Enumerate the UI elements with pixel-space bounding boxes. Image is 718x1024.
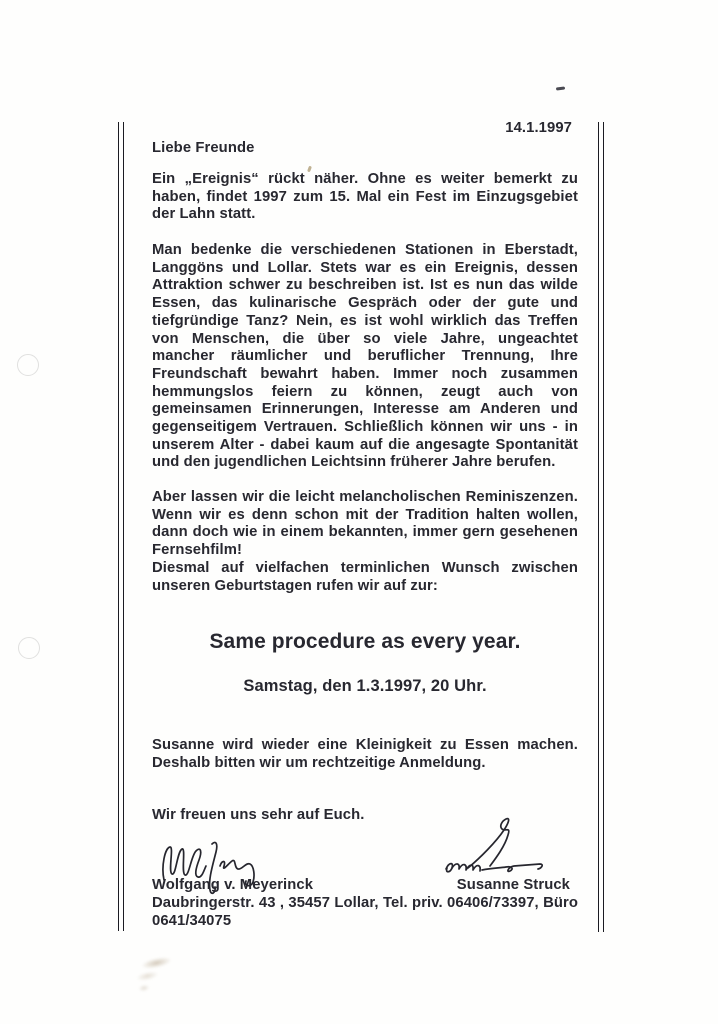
contact-address [152,895,578,930]
salutation: Liebe Freunde [152,140,255,156]
susanne-signature-handwriting [438,812,560,881]
event-headline: Same procedure as every year. [209,630,521,653]
signature-names-row [152,877,578,895]
address-line-2: Büro 0641/34075 [152,895,578,929]
susanne-printed-name: Susanne Struck [456,877,570,893]
paragraph-announcement: Diesmal auf vielfachen terminlichen Wunsch zwischen unseren Geburtstagen rufen wir auf zur: [152,560,578,594]
paragraph-tradition: Aber lassen wir die leicht melancholischen Reminiszenzen. Wenn wir es denn schon mit der Tradition halten wollen, dann doch wie in einem bekannten, immer gern gesehenen Fernsehfilm! [152,489,578,559]
letter-date: 14.1.1997 [505,120,572,136]
address-line-1: Daubringerstr. 43 , 35457 Lollar, Tel. priv. 06406/73397, [152,895,539,911]
paragraph-catering: Susanne wird wieder eine Kleinigkeit zu Essen machen. Deshalb bitten wir um rechtzeitige Anmeldung. [152,737,578,771]
scan-smudge [122,942,188,997]
punch-hole [18,637,40,659]
right-margin-rule [598,122,604,932]
event-datetime: Samstag, den 1.3.1997, 20 Uhr. [243,677,487,695]
paragraph-intro: Ein „Ereignis“ rückt näher. Ohne es weiter bemerkt zu haben, findet 1997 zum 15. Mal ein Fest im Einzugsgebiet der Lahn statt. [152,171,578,223]
wolfgang-printed-name: Wolfgang v. Meyerinck [152,877,314,893]
paragraph-reminiscence: Man bedenke die verschiedenen Stationen in Eberstadt, Langgöns und Lollar. Stets war es ein Ereignis, dessen Attraktion schwer zu beschreiben ist. Ist es nun das wilde Essen, das kulinarische Gespräch oder der gute und tiefgründige Tanz? Nein, es ist wohl wirklich das Treffen von Menschen, die über so viele Jahre, ungeachtet mancher räumlicher und beruflicher Trennung, Ihre Freundschaft bewahrt haben. Immer noch zusammen hemmungslos feiern zu können, zeugt auch von gemeinsamen Erinnerungen, Interesse am Anderen und gegenseitigem Vertrauen. Schließlich können wir uns - in unserem Alter - dabei kaum auf die angesagte Spontanität und den jugendlichen Leichtsinn früherer Jahre berufen. [152,242,578,471]
scan-speck [556,86,565,90]
punch-hole [17,354,39,376]
paragraph-closing: Wir freuen uns sehr auf Euch. [152,807,365,823]
left-margin-rule [118,122,124,931]
